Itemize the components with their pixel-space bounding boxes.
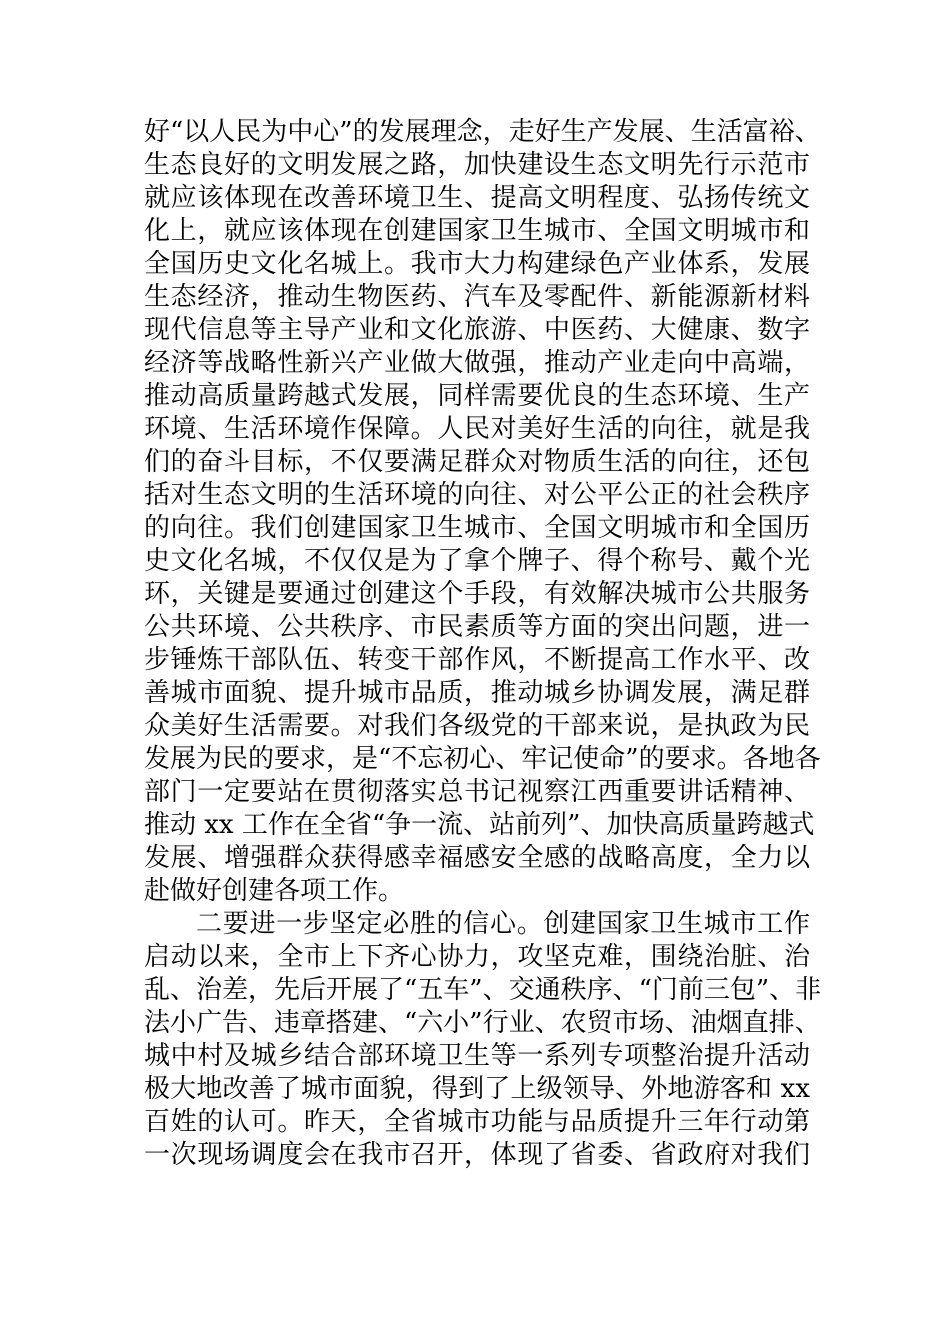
text-line: 城中村及城乡结合部环境卫生等一系列专项整治提升活动	[144, 1041, 810, 1071]
text-line: 一次现场调度会在我市召开，体现了省委、省政府对我们	[144, 1140, 810, 1170]
text-line: 发展、增强群众获得感幸福感安全感的战略高度，全力以	[144, 843, 810, 873]
text-line: 生态经济，推动生物医药、汽车及零配件、新能源新材料	[144, 282, 810, 312]
text-line: 二要进一步坚定必胜的信心。创建国家卫生城市工作	[196, 909, 810, 939]
text-line: 括对生态文明的生活环境的向往、对公平公正的社会秩序	[144, 480, 810, 510]
paragraph-1	[144, 116, 821, 908]
text-line: 百姓的认可。昨天，全省城市功能与品质提升三年行动第	[144, 1107, 810, 1137]
text-line: 公共环境、公共秩序、市民素质等方面的突出问题，进一	[144, 612, 810, 642]
text-line: 的向往。我们创建国家卫生城市、全国文明城市和全国历	[144, 513, 810, 543]
text-line: 众美好生活需要。对我们各级党的干部来说，是执政为民	[144, 711, 810, 741]
text-line: 启动以来，全市上下齐心协力，攻坚克难，围绕治脏、治	[144, 942, 810, 972]
paragraph-2	[144, 908, 822, 1172]
text-line: 推动高质量跨越式发展，同样需要优良的生态环境、生产	[144, 381, 810, 411]
text-line: 全国历史文化名城上。我市大力构建绿色产业体系，发展	[144, 249, 810, 279]
text-line: 化上，就应该体现在创建国家卫生城市、全国文明城市和	[144, 216, 810, 246]
body-text	[144, 116, 822, 1172]
text-line: 环，关键是要通过创建这个手段，有效解决城市公共服务	[144, 579, 810, 609]
text-line: 现代信息等主导产业和文化旅游、中医药、大健康、数字	[144, 315, 810, 345]
text-line: 环境、生活环境作保障。人民对美好生活的向往，就是我	[144, 414, 810, 444]
text-line: 就应该体现在改善环境卫生、提高文明程度、弘扬传统文	[144, 183, 810, 213]
text-line: 赴做好创建各项工作。	[144, 876, 405, 906]
text-line: 法小广告、违章搭建、“六小”行业、农贸市场、油烟直排、	[144, 1008, 821, 1038]
text-line: 善城市面貌、提升城市品质，推动城乡协调发展，满足群	[144, 678, 810, 708]
text-line: 好“以人民为中心”的发展理念，走好生产发展、生活富裕、	[144, 117, 821, 147]
text-line: 生态良好的文明发展之路，加快建设生态文明先行示范市	[144, 150, 810, 180]
text-line: 步锤炼干部队伍、转变干部作风，不断提高工作水平、改	[144, 645, 810, 675]
text-line: 推动 xx 工作在全省“争一流、站前列”、加快高质量跨越式	[144, 810, 815, 840]
text-line: 乱、治差，先后开展了“五车”、交通秩序、“门前三包”、非	[144, 975, 822, 1005]
text-line: 史文化名城，不仅仅是为了拿个牌子、得个称号、戴个光	[144, 546, 810, 576]
text-line: 经济等战略性新兴产业做大做强，推动产业走向中高端，	[144, 348, 810, 378]
text-line: 们的奋斗目标，不仅要满足群众对物质生活的向往，还包	[144, 447, 810, 477]
text-line: 发展为民的要求，是“不忘初心、牢记使命”的要求。各地各	[144, 744, 821, 774]
text-line: 部门一定要站在贯彻落实总书记视察江西重要讲话精神、	[144, 777, 810, 807]
text-line: 极大地改善了城市面貌，得到了上级领导、外地游客和 xx	[144, 1074, 810, 1104]
